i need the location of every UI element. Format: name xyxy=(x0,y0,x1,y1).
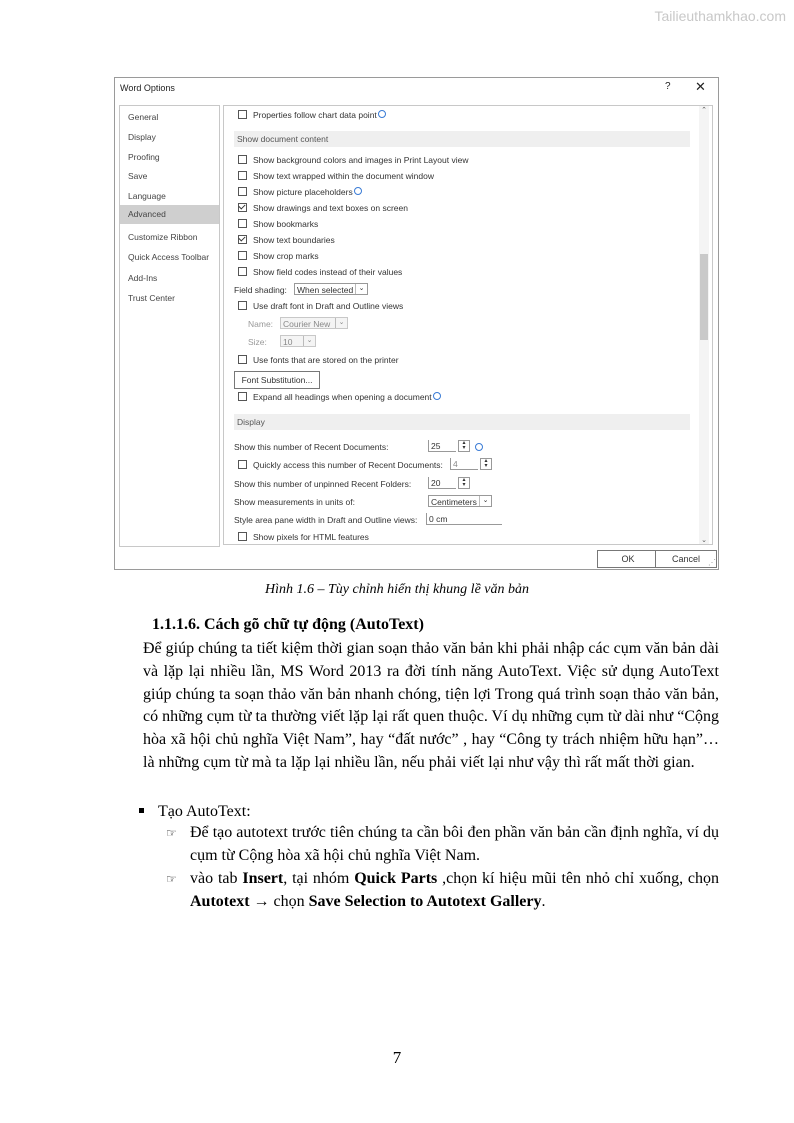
option-expand-headings[interactable]: Expand all headings when opening a document xyxy=(238,391,441,403)
sub-item-1: ☞ Để tạo autotext trước tiên chúng ta cần bôi đen phần văn bản cần định nghĩa, ví dụ cụm từ Cộng hòa xã hội chủ nghĩa Việt Nam. xyxy=(166,824,719,864)
options-content xyxy=(223,105,713,545)
units-select[interactable]: Centimeters ⌄ xyxy=(428,495,492,507)
option-printer-fonts[interactable]: Use fonts that are stored on the printer xyxy=(238,354,399,366)
field-shading-label: Field shading: xyxy=(234,285,287,295)
sidebar-item-customize-ribbon[interactable]: Customize Ribbon xyxy=(128,232,198,242)
section-show-document-content: Show document content xyxy=(234,131,690,147)
option-draft-font[interactable]: Use draft font in Draft and Outline views xyxy=(238,300,403,312)
sidebar-item-proofing[interactable]: Proofing xyxy=(128,152,160,162)
cancel-button[interactable]: Cancel xyxy=(655,550,717,568)
checkbox[interactable] xyxy=(238,301,247,310)
field-shading-select[interactable]: When selected ⌄ xyxy=(294,283,368,295)
scrollbar[interactable] xyxy=(699,106,709,544)
option-show-pixels[interactable]: Show pixels for HTML features xyxy=(238,531,369,543)
checkbox[interactable] xyxy=(238,155,247,164)
checkbox[interactable] xyxy=(238,392,247,401)
option-show-bookmarks[interactable]: Show bookmarks xyxy=(238,218,318,230)
recent-docs-label: Show this number of Recent Documents: xyxy=(234,442,389,452)
checkbox-checked[interactable] xyxy=(238,235,247,244)
scroll-thumb[interactable] xyxy=(700,254,708,340)
sub-item-2: ☞ vào tab Insert, tại nhóm Quick Parts ,chọn kí hiệu mũi tên nhỏ chỉ xuống, chọn Autotext → chọn Save Selection to Autotext Gallery. xyxy=(166,870,720,910)
checkbox-checked[interactable] xyxy=(238,203,247,212)
font-substitution-button[interactable]: Font Substitution... xyxy=(234,371,320,389)
chevron-down-icon: ⌄ xyxy=(355,284,367,294)
checkbox[interactable] xyxy=(238,219,247,228)
checkbox[interactable] xyxy=(238,110,247,119)
word-options-dialog xyxy=(114,77,719,570)
unpinned-input[interactable]: 20 xyxy=(428,477,456,489)
font-name-select[interactable]: Courier New ⌄ xyxy=(280,317,348,329)
option-show-text-wrapped[interactable]: Show text wrapped within the document window xyxy=(238,170,434,182)
info-icon xyxy=(354,187,362,195)
style-area-input[interactable]: 0 cm xyxy=(426,513,502,525)
units-label: Show measurements in units of: xyxy=(234,497,355,507)
sidebar-item-add-ins[interactable]: Add-Ins xyxy=(128,273,158,283)
checkbox[interactable] xyxy=(238,251,247,260)
body-paragraph: Để giúp chúng ta tiết kiệm thời gian soạn thảo văn bản khi phải nhập các cụm văn bản dài và lặp lại nhiều lần, MS Word 2013 ra đời tính năng AutoText. Việc sử dụng AutoText giúp chúng ta soạn thảo văn bản nhanh chóng, tiện lợi Trong quá trình soạn thảo văn bản, có những cụm từ ta thường viết lặp lại rất quen thuộc. Ví dụ những cụm từ dài như “Cộng hòa xã hội chủ nghĩa Việt Nam”, hay “đất nước” , hay “Công ty trách nhiệm hữu hạn”… là những cụm từ mà ta lặp lại nhiều lần, nếu phải viết lại như vậy thì rất mất thời gian. xyxy=(143,640,719,771)
checkbox[interactable] xyxy=(238,267,247,276)
name-label: Name: xyxy=(248,319,274,329)
pointing-hand-icon: ☞ xyxy=(166,826,177,840)
checkbox[interactable] xyxy=(238,187,247,196)
sidebar-item-trust-center[interactable]: Trust Center xyxy=(128,293,175,303)
option-show-crop-marks[interactable]: Show crop marks xyxy=(238,250,319,262)
option-show-text-boundaries[interactable]: Show text boundaries xyxy=(238,234,335,246)
info-icon xyxy=(433,392,441,400)
scroll-up-icon[interactable]: ⌃ xyxy=(701,107,707,114)
sidebar-item-display[interactable]: Display xyxy=(128,132,156,142)
option-quick-access-recent[interactable]: Quickly access this number of Recent Documents: xyxy=(238,459,443,471)
spinner-icon[interactable]: ▴ ▾ xyxy=(480,458,492,470)
style-area-label: Style area pane width in Draft and Outline views: xyxy=(234,515,418,525)
option-show-drawings[interactable]: Show drawings and text boxes on screen xyxy=(238,202,408,214)
option-properties-follow-chart[interactable]: Properties follow chart data point xyxy=(238,109,386,121)
chevron-down-icon: ⌄ xyxy=(303,336,315,346)
spinner-icon[interactable]: ▴ ▾ xyxy=(458,477,470,489)
bullet-item: Tạo AutoText: xyxy=(139,801,251,824)
chevron-down-icon: ⌄ xyxy=(479,496,491,506)
dialog-title: Word Options xyxy=(120,83,175,93)
size-label: Size: xyxy=(248,337,267,347)
sidebar-item-language[interactable]: Language xyxy=(128,191,166,201)
scroll-down-icon[interactable]: ⌄ xyxy=(701,537,707,544)
option-show-picture-placeholders[interactable]: Show picture placeholders xyxy=(238,186,362,198)
sidebar-item-save[interactable]: Save xyxy=(128,171,148,181)
square-bullet-icon xyxy=(139,808,144,813)
recent-docs-input[interactable]: 25 xyxy=(428,440,456,452)
option-show-background[interactable]: Show background colors and images in Print Layout view xyxy=(238,154,468,166)
checkbox[interactable] xyxy=(238,460,247,469)
sidebar-item-advanced[interactable]: Advanced xyxy=(120,205,219,224)
unpinned-label: Show this number of unpinned Recent Folders: xyxy=(234,479,412,489)
figure-caption: Hình 1.6 – Tùy chỉnh hiển thị khung lề văn bản xyxy=(264,582,530,597)
checkbox[interactable] xyxy=(238,171,247,180)
quick-access-input[interactable]: 4 xyxy=(450,458,478,470)
ok-button[interactable]: OK xyxy=(597,550,659,568)
options-sidebar xyxy=(119,105,220,547)
sidebar-item-general[interactable]: General xyxy=(128,112,159,122)
close-icon[interactable]: ✕ xyxy=(695,79,706,94)
sidebar-item-quick-access-toolbar[interactable]: Quick Access Toolbar xyxy=(128,252,210,262)
info-icon xyxy=(475,443,483,451)
chevron-down-icon: ⌄ xyxy=(335,318,347,328)
help-icon[interactable]: ? xyxy=(665,81,671,92)
font-size-select[interactable]: 10 ⌄ xyxy=(280,335,316,347)
checkbox[interactable] xyxy=(238,532,247,541)
info-icon xyxy=(378,110,386,118)
resize-grip-icon[interactable]: ⋰ xyxy=(708,558,716,567)
section-display: Display xyxy=(234,414,690,430)
watermark: Tailieuthamkhao.com xyxy=(654,8,786,24)
pointing-hand-icon: ☞ xyxy=(166,872,177,886)
spinner-icon[interactable]: ▴ ▾ xyxy=(458,440,470,452)
checkbox[interactable] xyxy=(238,355,247,364)
option-show-field-codes[interactable]: Show field codes instead of their values xyxy=(238,266,402,278)
page-number: 7 xyxy=(392,1048,402,1067)
section-heading: 1.1.1.6. Cách gõ chữ tự động (AutoText) xyxy=(152,616,424,633)
